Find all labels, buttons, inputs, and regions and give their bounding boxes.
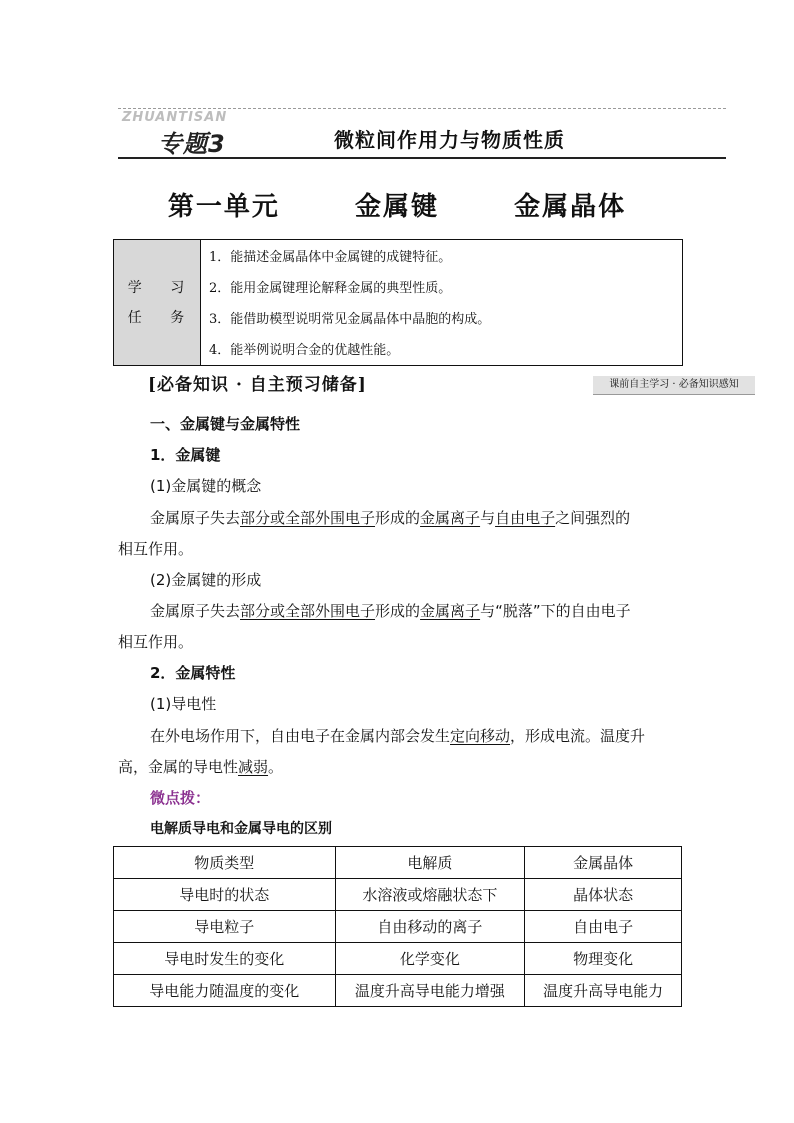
text-fragment: 。 [268,758,284,776]
table-row [114,879,682,911]
comparison-table [113,846,682,1007]
table-row [114,975,682,1007]
table-header-cell: 电解质 [335,847,525,879]
table-cell: 导电粒子 [114,911,336,943]
heading-metal-bond: 1．金属键 [150,446,221,464]
unit-title: 第一单元 金属键 金属晶体 [167,192,627,222]
underlined-answer: 部分或全部外围电子 [240,509,376,527]
text-fragment: 形成的 [375,602,421,620]
text-fragment: 之间强烈的 [555,509,631,527]
table-row [114,943,682,975]
table-cell: 晶体状态 [525,879,682,911]
table-header-cell: 金属晶体 [525,847,682,879]
table-cell: 导电能力随温度的变化 [114,975,336,1007]
underlined-answer: 自由电子 [495,509,556,527]
subheading-concept: (1)金属键的概念 [150,477,262,495]
table-title: 电解质导电和金属导电的区别 [150,821,332,837]
underlined-answer: 部分或全部外围电子 [240,602,376,620]
table-cell: 温度升高导电能力增强 [335,975,525,1007]
heading-metal-bond-properties: 一、金属键与金属特性 [150,415,301,433]
goal-item: 1．能描述金属晶体中金属键的成键特征。 [209,250,452,265]
brand-latin-text: ZHUANTISAN [122,110,228,125]
paragraph-concept [150,507,630,528]
table-header-row [114,847,682,879]
table-cell: 水溶液或熔融状态下 [335,879,525,911]
underlined-answer: 金属离子 [420,602,481,620]
table-row [114,911,682,943]
goals-label-line2: 任 务 [127,309,197,326]
underlined-answer: 减弱 [238,758,269,776]
goal-item: 4．能举例说明合金的优越性能。 [209,343,400,358]
learning-goals-box [113,239,683,366]
table-cell: 温度升高导电能力 [525,975,682,1007]
table-cell: 自由电子 [525,911,682,943]
table-cell: 物理变化 [525,943,682,975]
subheading-formation: (2)金属键的形成 [150,571,262,589]
goal-item: 2．能用金属键理论解释金属的典型性质。 [209,281,452,296]
goals-label [114,240,201,365]
paragraph-formation [150,600,631,621]
paragraph-conductivity [150,725,645,746]
table-cell: 化学变化 [335,943,525,975]
hint-label: 微点拨： [150,789,211,807]
heading-metal-properties: 2．金属特性 [150,664,236,682]
header-rule [118,157,726,159]
underlined-answer: 定向移动 [450,727,511,745]
text-fragment: 形成的 [375,509,421,527]
text-fragment: 高，金属的导电性 [118,758,239,776]
text-fragment: 金属原子失去 [150,509,241,527]
text-fragment: 与 [480,509,496,527]
paragraph-formation-line2: 相互作用。 [118,633,194,651]
section-tag: [必备知识 · 自主预习储备] [148,375,367,395]
goal-item: 3．能借助模型说明常见金属晶体中晶胞的构成。 [209,312,491,327]
paragraph-concept-line2: 相互作用。 [118,540,194,558]
table-cell: 导电时的状态 [114,879,336,911]
goals-list [201,240,682,365]
underlined-answer: 金属离子 [420,509,481,527]
chapter-header [118,108,726,160]
subheading-conductivity: (1)导电性 [150,695,217,713]
section-badge: 课前自主学习 · 必备知识感知 [593,376,755,395]
paragraph-conductivity-line2 [118,756,283,777]
goals-label-line1: 学 习 [127,279,197,296]
table-cell: 导电时发生的变化 [114,943,336,975]
text-fragment: ，形成电流。温度升 [510,727,646,745]
chapter-title: 微粒间作用力与物质性质 [334,128,565,152]
text-fragment: 与“脱落”下的自由电子 [480,602,631,620]
table-cell: 自由移动的离子 [335,911,525,943]
text-fragment: 在外电场作用下，自由电子在金属内部会发生 [150,727,451,745]
table-header-cell: 物质类型 [114,847,336,879]
header-dashed-line [118,108,726,109]
brand-logo-text: 专题3 [158,130,226,158]
text-fragment: 金属原子失去 [150,602,241,620]
